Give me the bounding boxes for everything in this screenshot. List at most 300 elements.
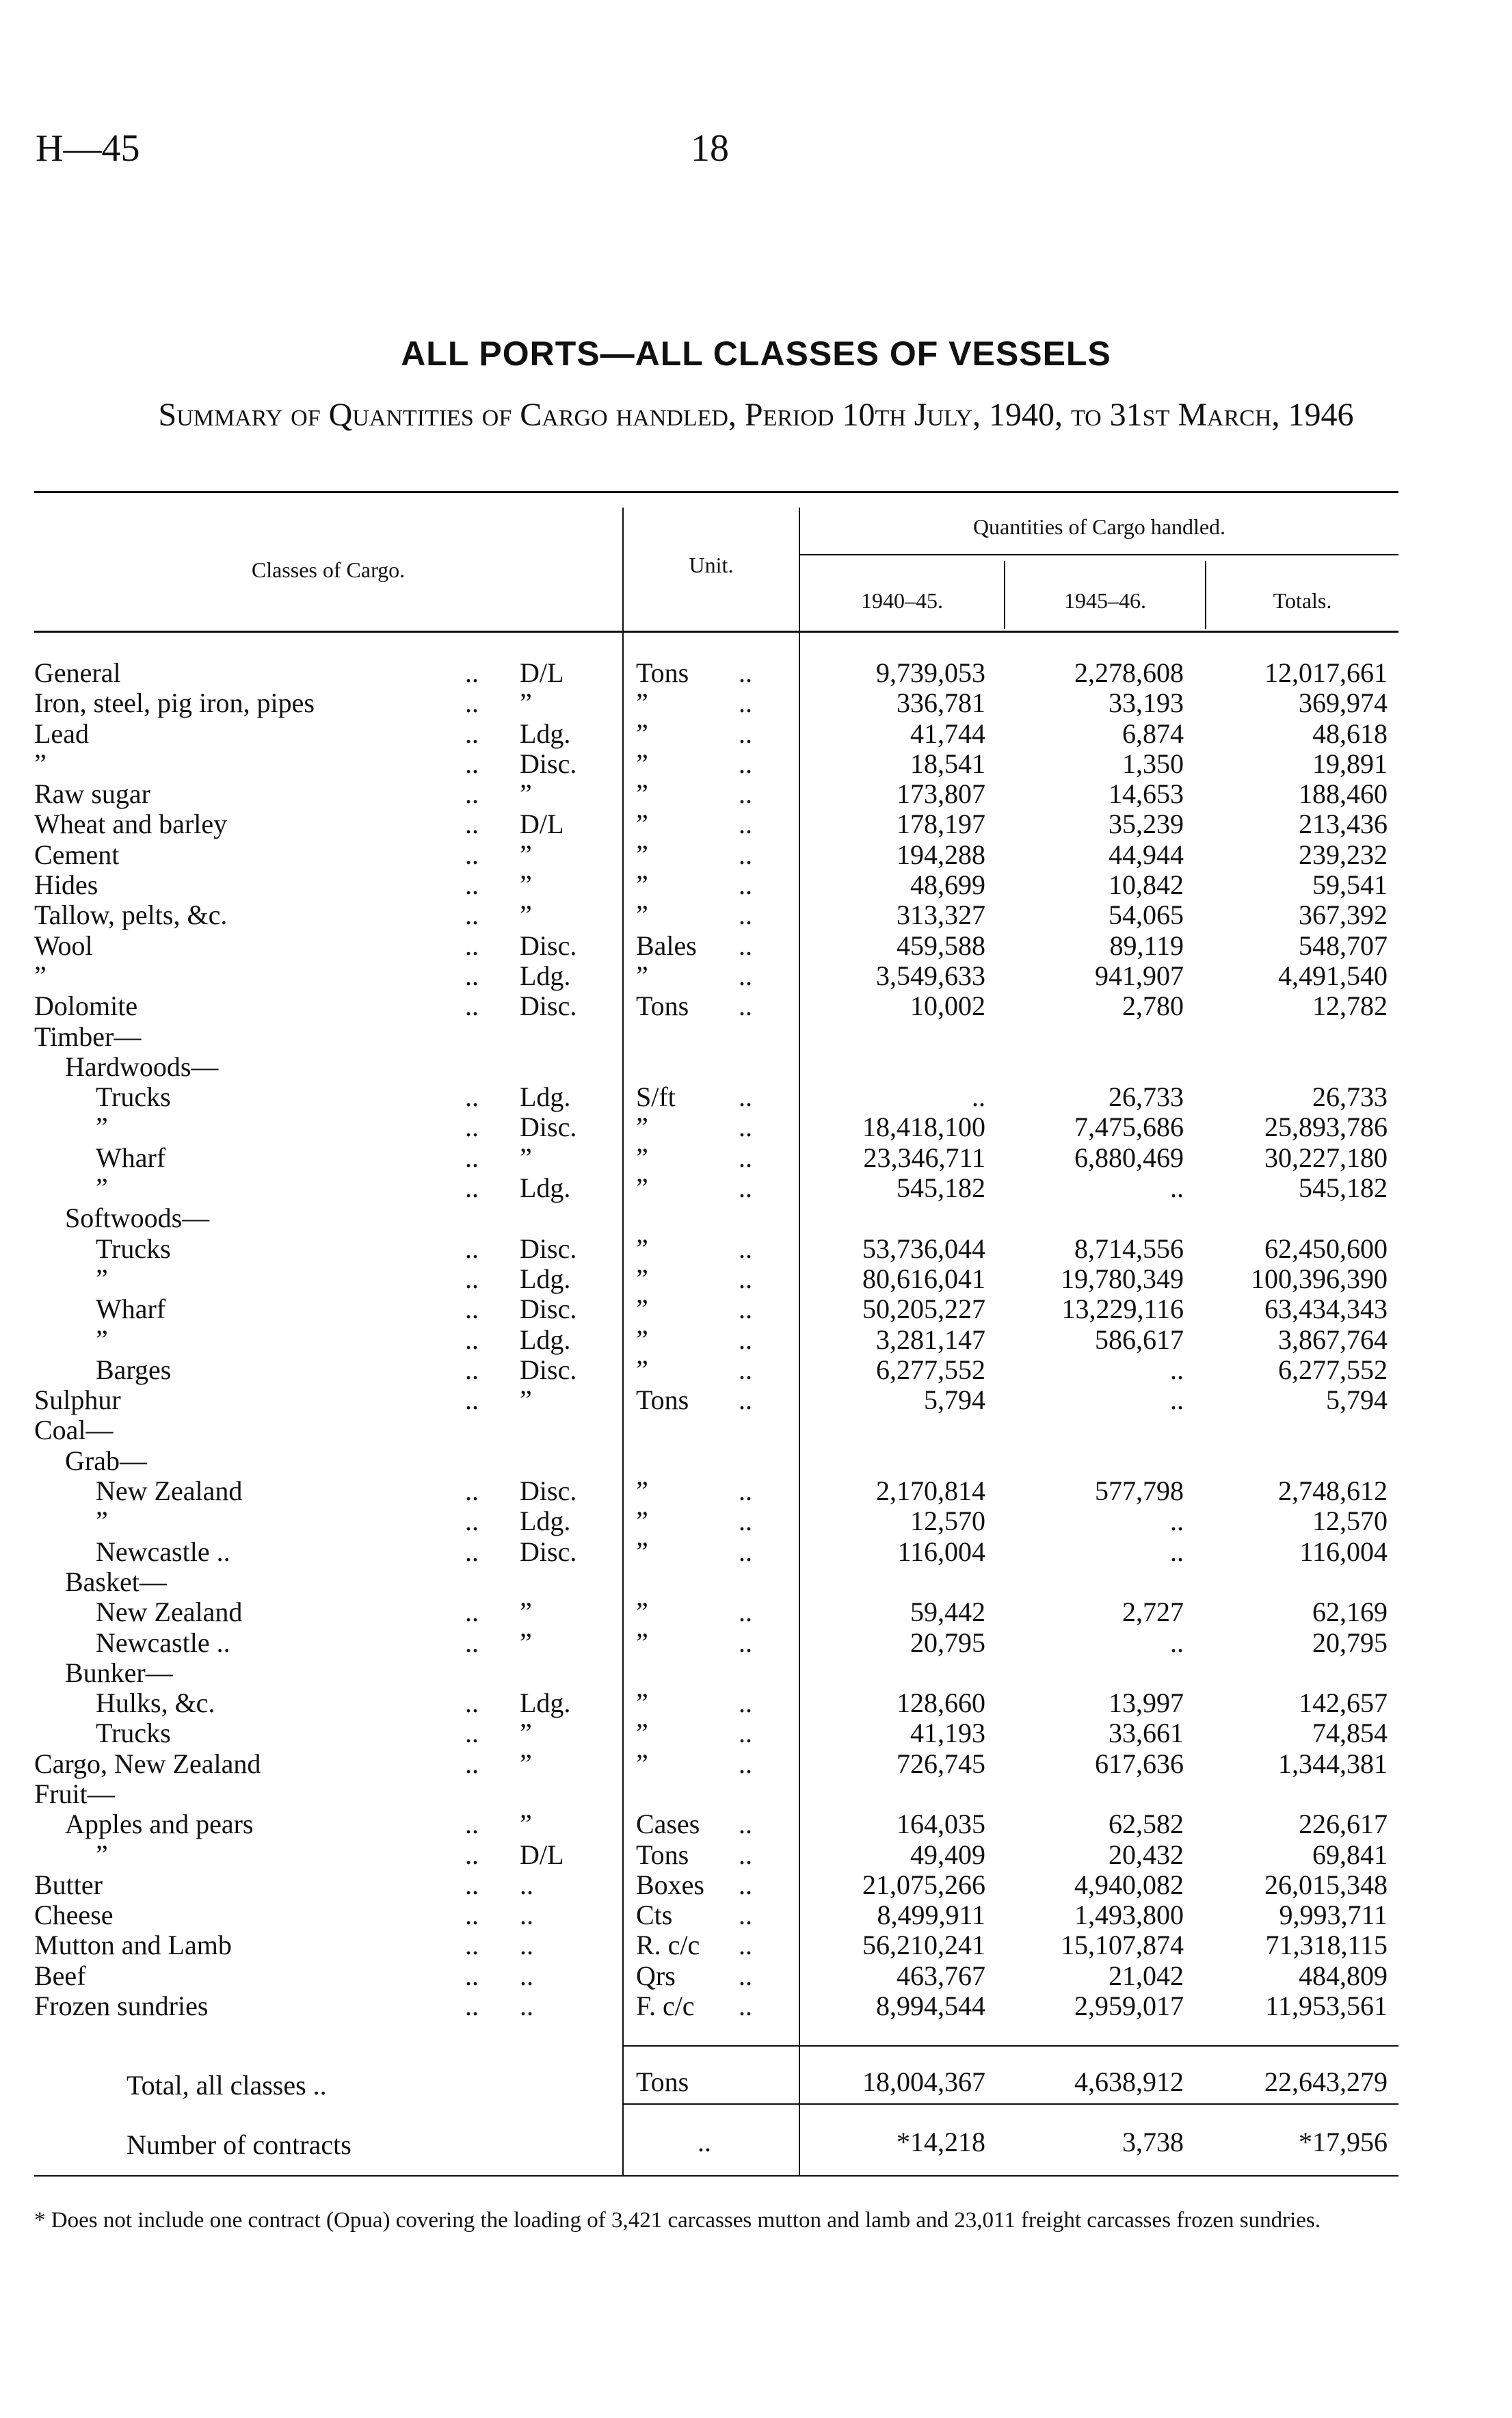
leader-dots: .. <box>465 1687 479 1719</box>
unit: ” <box>636 748 648 779</box>
qty-total: 6,277,552 <box>1278 1354 1388 1385</box>
leader-dots: .. <box>739 960 752 991</box>
leader-dots: .. <box>465 1809 479 1840</box>
unit: ” <box>636 869 648 901</box>
cargo-class: Cargo, New Zealand <box>34 1748 261 1779</box>
leader-dots: .. <box>465 1354 479 1385</box>
qty-total: 545,182 <box>1299 1172 1388 1204</box>
qty-total: 2,748,612 <box>1278 1475 1388 1507</box>
qty-total: 25,893,786 <box>1264 1112 1388 1143</box>
unit: ” <box>636 1627 648 1658</box>
qty-total: 26,015,348 <box>1264 1869 1388 1900</box>
handling-mode: ” <box>520 1142 532 1173</box>
footnote: * Does not include one contract (Opua) covering the loading of 3,421 carcasses mutton and lamb and 23,011 freight carcasses frozen sundries. <box>34 2208 1321 2233</box>
leader-dots: .. <box>739 1990 752 2022</box>
cargo-class: Mutton and Lamb <box>34 1930 232 1961</box>
leader-dots: .. <box>739 899 752 931</box>
qty-1945-46: .. <box>1170 1354 1184 1385</box>
qty-1940-45: 178,197 <box>897 809 985 840</box>
table-row <box>0 1961 1512 1991</box>
qty-total: 9,993,711 <box>1279 1900 1388 1931</box>
qty-total: 11,953,561 <box>1265 1990 1388 2022</box>
qty-1945-46: 26,733 <box>1109 1081 1184 1113</box>
leader-dots: .. <box>739 1960 752 1991</box>
leader-dots: .. <box>739 1869 752 1900</box>
contracts-all: *17,956 <box>1299 2127 1388 2157</box>
total-y2: 4,638,912 <box>1074 2066 1184 2097</box>
leader-dots: .. <box>465 1475 479 1507</box>
leader-dots: .. <box>465 1384 479 1416</box>
qty-1940-45: 545,182 <box>897 1172 985 1204</box>
handling-mode: Ldg. <box>520 1687 571 1719</box>
cargo-class: ” <box>96 1839 108 1870</box>
cargo-class: Wheat and barley <box>34 809 228 840</box>
handling-mode: Ldg. <box>520 1324 571 1355</box>
table-row <box>0 1173 1512 1203</box>
unit: Bales <box>636 930 697 961</box>
leader-dots: .. <box>739 1142 752 1173</box>
qty-1940-45: 459,588 <box>897 930 985 961</box>
unit: Tons <box>636 657 689 688</box>
cargo-class: Butter <box>34 1869 103 1900</box>
qty-1940-45: 9,739,053 <box>876 657 985 688</box>
handling-mode: Ldg. <box>520 1081 571 1113</box>
handling-mode: Disc. <box>520 1112 577 1143</box>
unit: ” <box>636 809 648 840</box>
table-row <box>0 1628 1512 1658</box>
cargo-class: Barges <box>96 1354 172 1385</box>
cargo-class: Hides <box>34 869 98 901</box>
total-y1: 18,004,367 <box>862 2066 985 2097</box>
cargo-class: Basket— <box>65 1566 167 1597</box>
leader-dots: .. <box>465 839 479 870</box>
qty-1945-46: 941,907 <box>1095 960 1184 991</box>
handling-mode: Ldg. <box>520 1263 571 1294</box>
qty-1945-46: 6,880,469 <box>1074 1142 1184 1173</box>
qty-1945-46: .. <box>1170 1384 1184 1416</box>
leader-dots: .. <box>739 687 752 719</box>
leader-dots: .. <box>465 1990 479 2022</box>
table-row <box>0 1718 1512 1748</box>
leader-dots: .. <box>739 1627 752 1658</box>
handling-mode: ” <box>520 839 532 870</box>
table-row <box>0 1840 1512 1870</box>
total-bottom-rule <box>622 2103 1398 2105</box>
unit: ” <box>636 839 648 870</box>
table-row <box>0 1022 1512 1052</box>
qty-1940-45: 116,004 <box>897 1536 985 1567</box>
cargo-class: Apples and pears <box>65 1809 254 1840</box>
leader-dots: .. <box>465 930 479 961</box>
qty-1945-46: 2,959,017 <box>1074 1990 1184 2022</box>
cargo-class: Bunker— <box>65 1657 173 1688</box>
leader-dots: .. <box>739 1233 752 1264</box>
qty-1945-46: 21,042 <box>1109 1960 1184 1991</box>
qty-1940-45: 21,075,266 <box>862 1869 985 1900</box>
leader-dots: .. <box>739 1536 752 1567</box>
table-row <box>0 1112 1512 1142</box>
cargo-class: Hulks, &c. <box>96 1687 215 1719</box>
leader-dots: .. <box>739 657 752 688</box>
leader-dots: .. <box>465 1718 479 1749</box>
table-row <box>0 809 1512 839</box>
leader-dots: .. <box>739 1172 752 1204</box>
qty-total: 548,707 <box>1299 930 1388 961</box>
leader-dots: .. <box>739 1900 752 1931</box>
cargo-class: Coal— <box>34 1415 114 1446</box>
qty-1940-45: 5,794 <box>924 1384 985 1416</box>
table-row <box>0 1870 1512 1900</box>
handling-mode: Disc. <box>520 1475 577 1507</box>
unit: ” <box>636 1142 648 1173</box>
table-row <box>0 749 1512 779</box>
handling-mode: D/L <box>520 1839 564 1870</box>
qty-total: 59,541 <box>1312 869 1388 901</box>
qty-1940-45: 10,002 <box>910 990 985 1022</box>
qty-total: 20,795 <box>1312 1627 1388 1658</box>
leader-dots: .. <box>465 748 479 779</box>
leader-dots: .. <box>465 1930 479 1961</box>
leader-dots: .. <box>465 1172 479 1204</box>
cargo-class: Tallow, pelts, &c. <box>34 899 228 931</box>
qty-1945-46: 33,661 <box>1109 1718 1184 1749</box>
cargo-class: General <box>34 657 121 688</box>
handling-mode: ” <box>520 1809 532 1840</box>
qty-1945-46: 54,065 <box>1109 899 1184 931</box>
qty-1940-45: 41,193 <box>910 1718 985 1749</box>
unit: ” <box>636 1324 648 1355</box>
qty-total: 30,227,180 <box>1264 1142 1388 1173</box>
cargo-class: ” <box>96 1172 108 1204</box>
unit: ” <box>636 1475 648 1507</box>
cargo-class: ” <box>96 1263 108 1294</box>
qty-total: 5,794 <box>1326 1384 1388 1416</box>
table-row <box>0 1264 1512 1294</box>
contracts-y2: 3,738 <box>1122 2127 1184 2157</box>
qty-total: 63,434,343 <box>1264 1293 1388 1325</box>
unit: ” <box>636 1112 648 1143</box>
leader-dots: .. <box>465 1596 479 1628</box>
table-row <box>0 719 1512 749</box>
qty-total: 12,570 <box>1312 1506 1388 1537</box>
leader-dots: .. <box>739 839 752 870</box>
cargo-class: Dolomite <box>34 990 138 1022</box>
qty-1940-45: 48,699 <box>910 869 985 901</box>
leader-dots: .. <box>739 1475 752 1507</box>
qty-1945-46: 2,727 <box>1122 1596 1184 1628</box>
leader-dots: .. <box>465 1293 479 1325</box>
cargo-class: ” <box>96 1506 108 1537</box>
qty-1940-45: 8,499,911 <box>877 1900 985 1931</box>
leader-dots: .. <box>739 990 752 1022</box>
header-bottom-rule <box>34 631 1398 633</box>
unit: ” <box>636 899 648 931</box>
group-rule <box>800 554 1398 555</box>
leader-dots: .. <box>739 1293 752 1325</box>
cargo-class: ” <box>96 1112 108 1143</box>
handling-mode: .. <box>520 1990 533 2022</box>
unit: ” <box>636 718 648 749</box>
qty-total: 62,169 <box>1312 1596 1388 1628</box>
cargo-class: Sulphur <box>34 1384 121 1416</box>
table-row <box>0 1325 1512 1355</box>
handling-mode: Ldg. <box>520 1172 571 1204</box>
leader-dots: .. <box>465 1748 479 1779</box>
cargo-class: Trucks <box>96 1081 171 1113</box>
col-y2-heading: 1945–46. <box>1064 588 1146 613</box>
qty-1945-46: .. <box>1170 1627 1184 1658</box>
qty-1940-45: 8,994,544 <box>876 1990 985 2022</box>
page-subtitle: Summary of Quantities of Cargo handled, Period 10th July, 1940, to 31st March, 1946 <box>158 397 1354 433</box>
qty-1945-46: 10,842 <box>1109 869 1184 901</box>
table-row <box>0 1779 1512 1809</box>
table-row <box>0 1052 1512 1082</box>
qty-1945-46: 4,940,082 <box>1074 1869 1184 1900</box>
cargo-class: Lead <box>34 718 89 749</box>
qty-total: 484,809 <box>1299 1960 1388 1991</box>
table-row <box>0 1506 1512 1536</box>
table-row <box>0 1567 1512 1597</box>
unit: ” <box>636 1596 648 1628</box>
qty-1945-46: .. <box>1170 1536 1184 1567</box>
qty-1940-45: 463,767 <box>897 1960 985 1991</box>
total-unit: Tons <box>636 2066 689 2097</box>
contracts-y1: *14,218 <box>897 2127 985 2157</box>
unit: S/ft <box>636 1081 676 1113</box>
qty-1945-46: 8,714,556 <box>1074 1233 1184 1264</box>
qty-1945-46: 6,874 <box>1122 718 1184 749</box>
unit: ” <box>636 1354 648 1385</box>
table-row <box>0 1658 1512 1688</box>
table-row <box>0 1446 1512 1476</box>
handling-mode: .. <box>520 1930 533 1961</box>
table-bottom-rule <box>34 2175 1398 2177</box>
qty-total: 69,841 <box>1312 1839 1388 1870</box>
leader-dots: .. <box>739 1596 752 1628</box>
qty-total: 12,782 <box>1312 990 1388 1022</box>
table-row <box>0 840 1512 870</box>
col-unit-heading: Unit. <box>689 553 734 577</box>
leader-dots: .. <box>739 1930 752 1961</box>
leader-dots: .. <box>465 1233 479 1264</box>
unit: ” <box>636 1293 648 1325</box>
leader-dots: .. <box>465 899 479 931</box>
cargo-class: Trucks <box>96 1233 171 1264</box>
leader-dots: .. <box>465 1112 479 1143</box>
cargo-class: ” <box>34 960 47 991</box>
col-group-heading: Quantities of Cargo handled. <box>972 514 1226 539</box>
leader-dots: .. <box>739 1506 752 1537</box>
table-row <box>0 991 1512 1021</box>
qty-1940-45: 3,281,147 <box>876 1324 985 1355</box>
handling-mode: ” <box>520 687 532 719</box>
qty-1945-46: 89,119 <box>1109 930 1184 961</box>
handling-mode: ” <box>520 778 532 810</box>
table-row <box>0 1294 1512 1324</box>
table-row <box>0 779 1512 809</box>
leader-dots: .. <box>465 1324 479 1355</box>
leader-dots: .. <box>739 869 752 901</box>
qty-total: 226,617 <box>1299 1809 1388 1840</box>
unit: Tons <box>636 1384 689 1416</box>
qty-1945-46: 2,780 <box>1122 990 1184 1022</box>
qty-1945-46: .. <box>1170 1172 1184 1204</box>
handling-mode: D/L <box>520 809 564 840</box>
qty-1940-45: 173,807 <box>897 778 985 810</box>
qty-1940-45: 50,205,227 <box>862 1293 985 1325</box>
handling-mode: Ldg. <box>520 1506 571 1537</box>
qty-1940-45: 49,409 <box>910 1839 985 1870</box>
qty-1940-45: 23,346,711 <box>863 1142 985 1173</box>
table-row <box>0 1809 1512 1839</box>
handling-mode: ” <box>520 1718 532 1749</box>
qty-1940-45: 2,170,814 <box>876 1475 985 1507</box>
qty-total: 213,436 <box>1299 809 1388 840</box>
col-classes-heading: Classes of Cargo. <box>251 557 406 582</box>
qty-1945-46: 586,617 <box>1095 1324 1184 1355</box>
table-row <box>0 1082 1512 1112</box>
qty-1940-45: 128,660 <box>897 1687 985 1719</box>
cargo-class: Softwoods— <box>65 1203 210 1234</box>
cargo-class: Newcastle .. <box>96 1536 230 1567</box>
qty-1945-46: 35,239 <box>1109 809 1184 840</box>
qty-total: 367,392 <box>1299 899 1388 931</box>
table-row <box>0 900 1512 930</box>
table-row <box>0 1991 1512 2021</box>
unit: ” <box>636 778 648 810</box>
qty-1945-46: 33,193 <box>1109 687 1184 719</box>
leader-dots: .. <box>739 930 752 961</box>
handling-mode: .. <box>520 1900 533 1931</box>
qty-total: 12,017,661 <box>1264 657 1388 688</box>
leader-dots: .. <box>465 657 479 688</box>
unit: R. c/c <box>636 1930 700 1961</box>
table-row <box>0 1143 1512 1173</box>
qty-1945-46: 19,780,349 <box>1061 1263 1184 1294</box>
leader-dots: .. <box>739 1112 752 1143</box>
table-row <box>0 870 1512 900</box>
qty-1945-46: 13,997 <box>1109 1687 1184 1719</box>
cargo-class: Wharf <box>96 1142 166 1173</box>
qty-1945-46: 617,636 <box>1095 1748 1184 1779</box>
unit: Qrs <box>636 1960 676 1991</box>
qty-1945-46: 1,493,800 <box>1074 1900 1184 1931</box>
unit: ” <box>636 1687 648 1719</box>
leader-dots: .. <box>739 1687 752 1719</box>
unit: ” <box>636 1506 648 1537</box>
qty-1940-45: 6,277,552 <box>876 1354 985 1385</box>
cargo-class: Trucks <box>96 1718 171 1749</box>
qty-1945-46: 7,475,686 <box>1074 1112 1184 1143</box>
cargo-class: New Zealand <box>96 1596 243 1628</box>
unit: ” <box>636 1718 648 1749</box>
leader-dots: .. <box>465 1960 479 1991</box>
qty-total: 3,867,764 <box>1278 1324 1388 1355</box>
qty-1940-45: 18,418,100 <box>862 1112 985 1143</box>
leader-dots: .. <box>739 718 752 749</box>
qty-total: 19,891 <box>1312 748 1388 779</box>
table-row <box>0 1597 1512 1627</box>
table-row <box>0 1537 1512 1567</box>
unit: ” <box>636 1172 648 1204</box>
unit: Boxes <box>636 1869 704 1900</box>
leader-dots: .. <box>465 960 479 991</box>
table-row <box>0 931 1512 961</box>
cargo-class: Newcastle .. <box>96 1627 230 1658</box>
cargo-table-body <box>0 658 1512 2021</box>
leader-dots: .. <box>739 1718 752 1749</box>
qty-total: 74,854 <box>1312 1718 1388 1749</box>
qty-1945-46: 44,944 <box>1109 839 1184 870</box>
handling-mode: ” <box>520 1748 532 1779</box>
leader-dots: .. <box>465 1839 479 1870</box>
table-row <box>0 1749 1512 1779</box>
cargo-class: Wharf <box>96 1293 166 1325</box>
handling-mode: .. <box>520 1960 533 1991</box>
handling-mode: Ldg. <box>520 718 571 749</box>
report-code: H—45 <box>36 127 140 170</box>
qty-total: 100,396,390 <box>1251 1263 1388 1294</box>
total-label: Total, all classes .. <box>127 2070 327 2101</box>
leader-dots: .. <box>465 869 479 901</box>
col-y1-heading: 1940–45. <box>861 588 943 613</box>
qty-1945-46: 15,107,874 <box>1061 1930 1184 1961</box>
qty-1945-46: 1,350 <box>1122 748 1184 779</box>
qty-1945-46: .. <box>1170 1506 1184 1537</box>
leader-dots: .. <box>465 687 479 719</box>
unit: Cts <box>636 1900 673 1931</box>
table-row <box>0 1234 1512 1264</box>
qty-1945-46: 62,582 <box>1109 1809 1184 1840</box>
qty-1945-46: 20,432 <box>1109 1839 1184 1870</box>
unit: ” <box>636 687 648 719</box>
qty-total: 26,733 <box>1312 1081 1388 1113</box>
leader-dots: .. <box>465 1627 479 1658</box>
cargo-class: ” <box>96 1324 108 1355</box>
leader-dots: .. <box>739 1809 752 1840</box>
leader-dots: .. <box>739 1354 752 1385</box>
leader-dots: .. <box>739 1384 752 1416</box>
qty-total: 188,460 <box>1299 778 1388 810</box>
unit: Tons <box>636 1839 689 1870</box>
qty-1945-46: 577,798 <box>1095 1475 1184 1507</box>
qty-1940-45: 53,736,044 <box>862 1233 985 1264</box>
leader-dots: .. <box>465 1900 479 1931</box>
leader-dots: .. <box>465 778 479 810</box>
table-row <box>0 1688 1512 1718</box>
contracts-unit: .. <box>698 2127 711 2157</box>
leader-dots: .. <box>465 1536 479 1567</box>
leader-dots: .. <box>465 990 479 1022</box>
qty-1945-46: 13,229,116 <box>1061 1293 1184 1325</box>
leader-dots: .. <box>465 1142 479 1173</box>
handling-mode: ” <box>520 1384 532 1416</box>
qty-1940-45: 59,442 <box>910 1596 985 1628</box>
unit: ” <box>636 1263 648 1294</box>
leader-dots: .. <box>739 1748 752 1779</box>
cargo-class: Grab— <box>65 1445 147 1476</box>
qty-1940-45: 56,210,241 <box>862 1930 985 1961</box>
cargo-class: Hardwoods— <box>65 1051 219 1082</box>
unit: ” <box>636 960 648 991</box>
handling-mode: ” <box>520 1596 532 1628</box>
cargo-class: Wool <box>34 930 93 961</box>
unit: ” <box>636 1748 648 1779</box>
unit: Tons <box>636 990 689 1022</box>
table-row <box>0 1203 1512 1233</box>
handling-mode: Disc. <box>520 748 577 779</box>
leader-dots: .. <box>739 748 752 779</box>
